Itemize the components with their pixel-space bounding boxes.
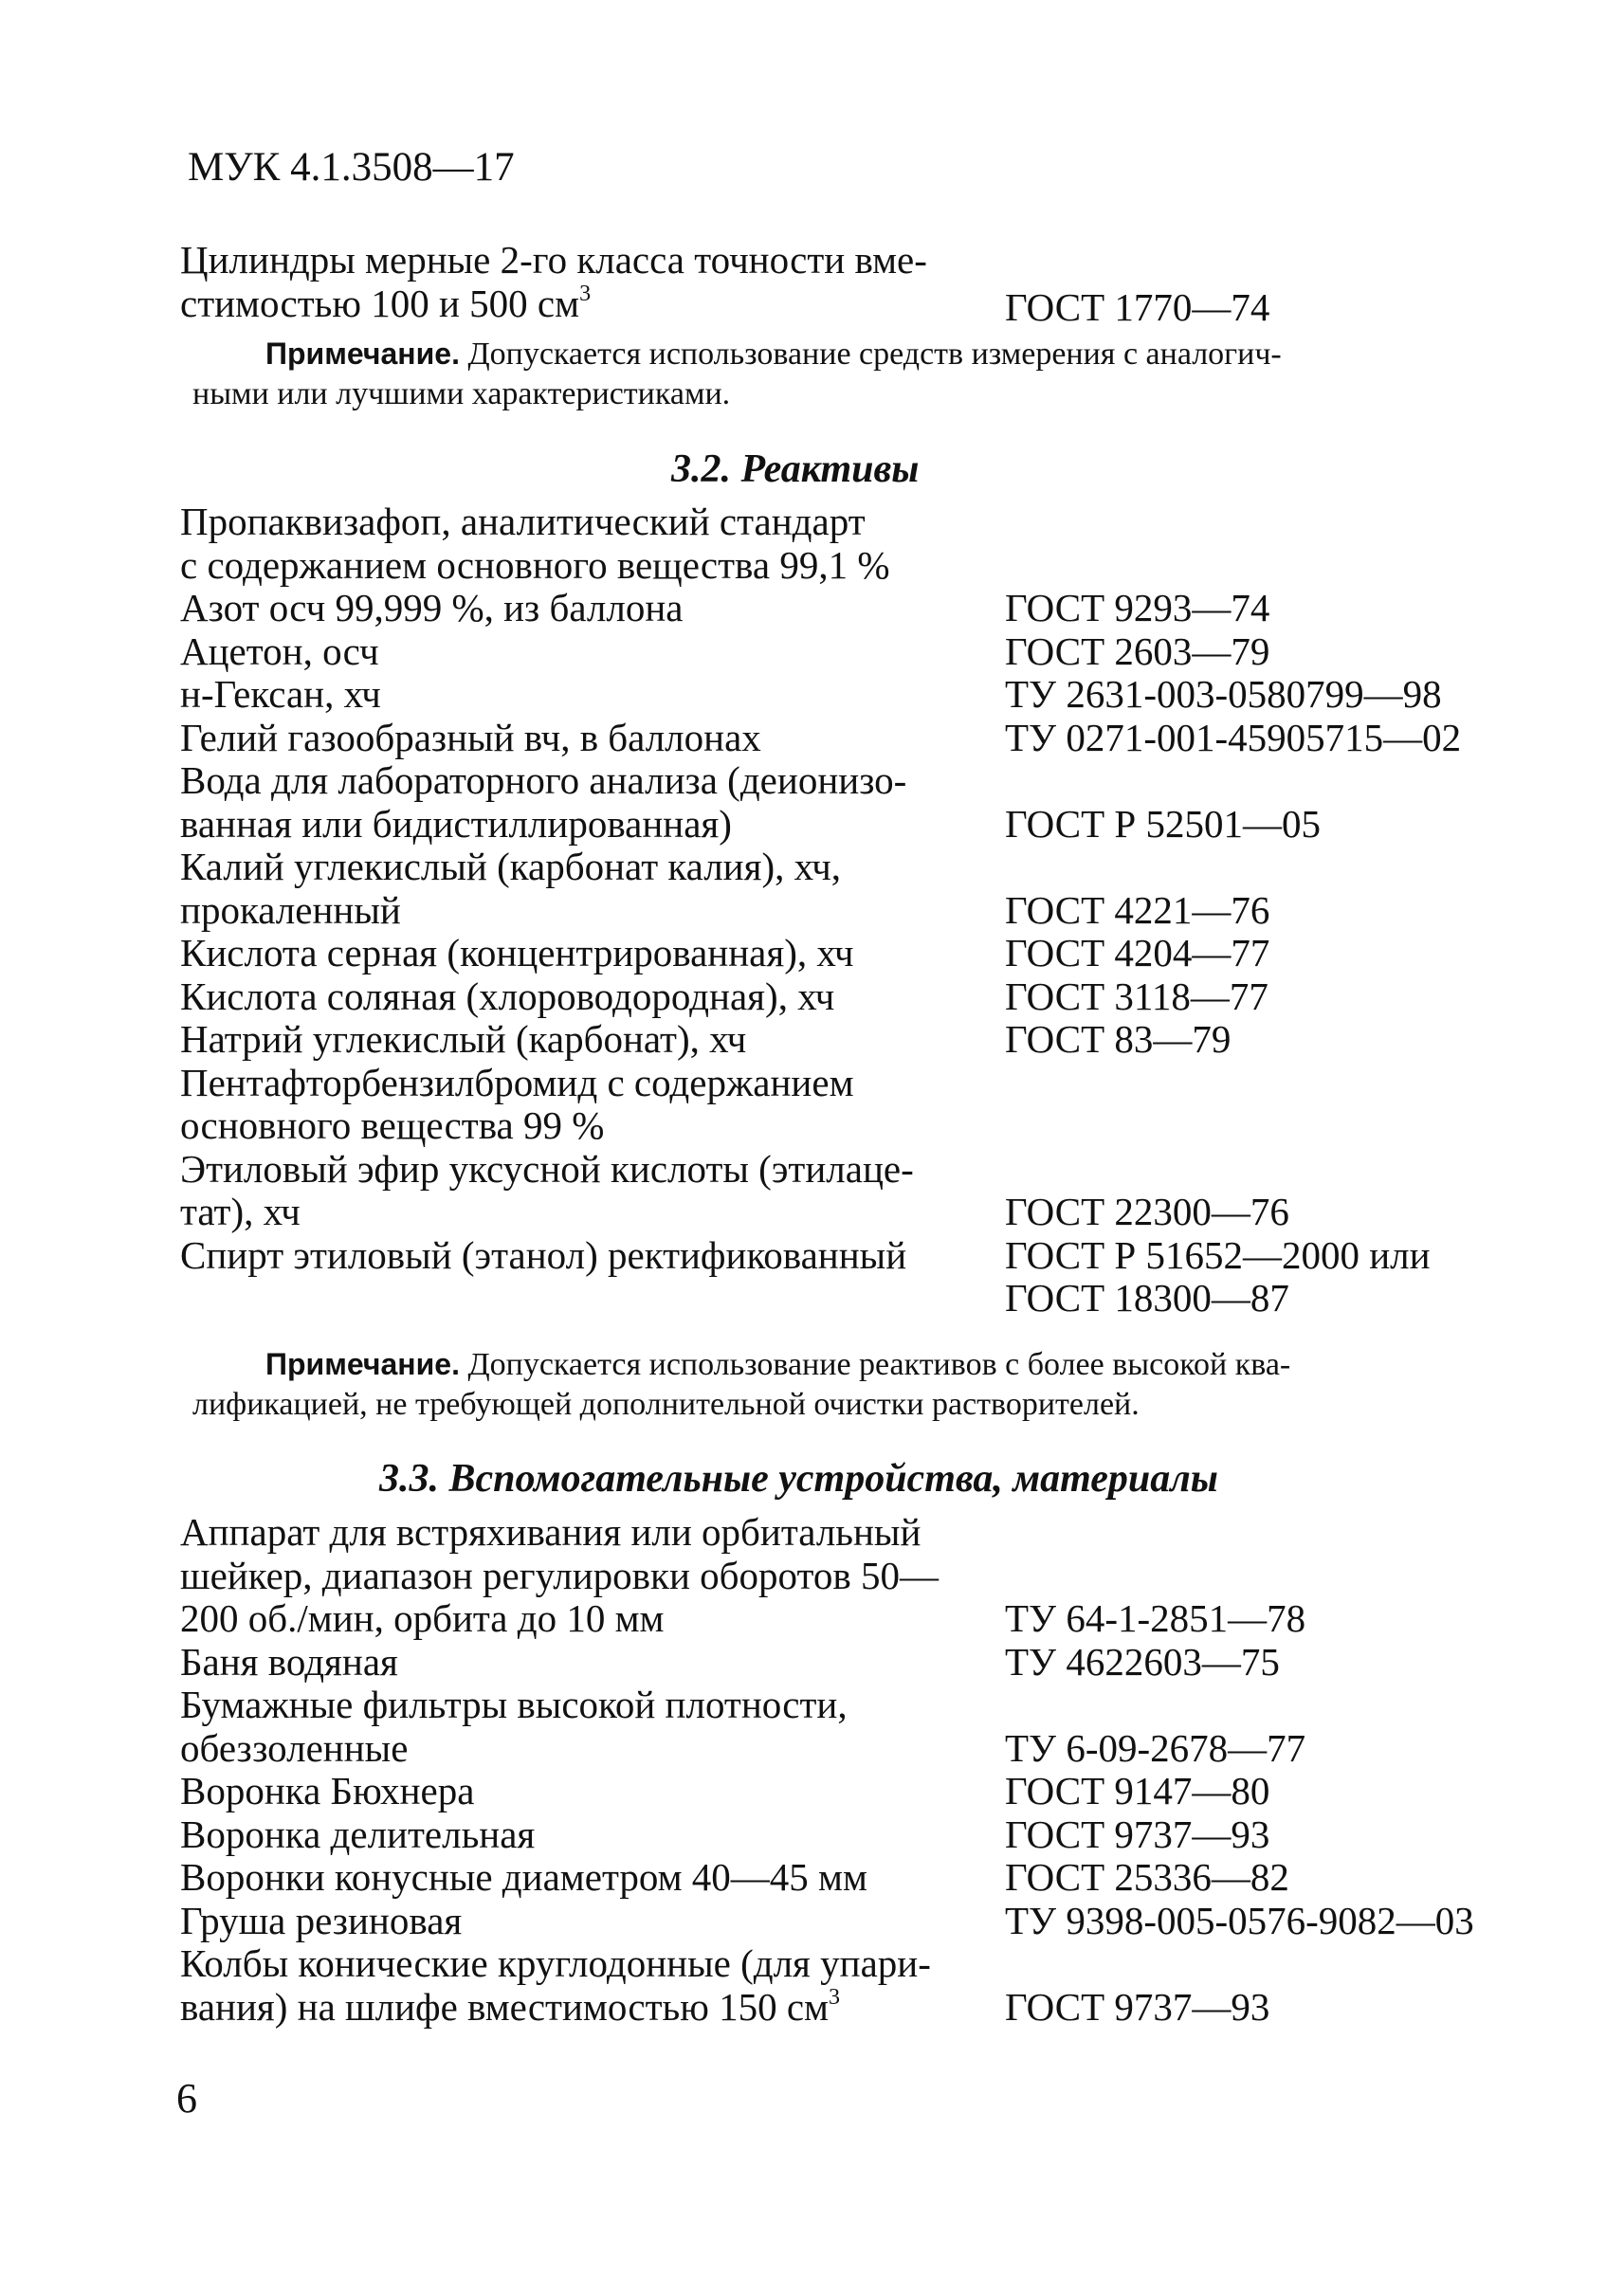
reagents-list (180, 501, 1488, 1321)
section-heading-materials: 3.3. Вспомогательные устройства, материалы (379, 1457, 1218, 1501)
item-name (180, 587, 976, 630)
item-name (180, 1511, 976, 1641)
standard-reference: ГОСТ 25336—82 (1005, 1855, 1289, 1899)
item-name (180, 1018, 976, 1062)
reagent-row (180, 975, 1488, 1019)
item-line: Колбы конические круглодонные (для упари- (180, 1941, 931, 1985)
item-name (180, 501, 976, 587)
item-line: Баня водяная (180, 1639, 398, 1684)
standard-reference: ТУ 4622603—75 (1005, 1639, 1280, 1684)
item-line: 200 об./мин, орбита до 10 мм (180, 1596, 665, 1640)
note-text: Допускается использование средств измерения с аналогич- (459, 337, 1282, 372)
note-reagents (192, 1344, 1430, 1425)
reagent-row (180, 1234, 1488, 1278)
item-name (180, 630, 976, 674)
item-name (180, 1813, 976, 1857)
item-name (180, 846, 976, 932)
standard-reference: ТУ 64-1-2851—78 (1005, 1596, 1306, 1640)
item-line: стимостью 100 и 500 см (180, 281, 580, 325)
item-name (180, 1856, 976, 1900)
item-line: Вода для лабораторного анализа (деионизо- (180, 758, 907, 802)
note-measuring (192, 334, 1430, 414)
standard-reference: ГОСТ 2603—79 (1005, 628, 1270, 673)
material-row (180, 1813, 1488, 1857)
reagent-row (180, 1062, 1488, 1148)
note-text: лификацией, не требующей дополнительной очистки растворителей. (192, 1387, 1140, 1422)
item-line: шейкер, диапазон регулировки оборотов 50— (180, 1553, 939, 1597)
item-name (180, 1234, 976, 1278)
material-row (180, 1770, 1488, 1813)
item-name (180, 759, 976, 846)
item-name (180, 1770, 976, 1813)
note-label: Примечание. (265, 337, 460, 371)
materials-list (180, 1511, 1488, 2029)
item-name (180, 1900, 976, 1943)
item-line: н-Гексан, хч (180, 672, 381, 716)
material-row (180, 1511, 1488, 1641)
top-equipment-block (180, 238, 1488, 329)
item-line: тат), хч (180, 1190, 301, 1233)
page-number: 6 (176, 2075, 197, 2122)
standard-reference: ГОСТ 9737—93 (1005, 1984, 1270, 2029)
document-code: МУК 4.1.3508—17 (188, 145, 515, 190)
reagent-row (180, 587, 1488, 630)
item-line: Ацетон, осч (180, 628, 379, 673)
item-line: Бумажные фильтры высокой плотности, (180, 1683, 848, 1726)
item-line: Калий углекислый (карбонат калия), хч, (180, 845, 841, 888)
item-line: обеззоленные (180, 1725, 409, 1770)
standard-reference: ГОСТ Р 51652—2000 или (1005, 1232, 1431, 1277)
standard-reference: ТУ 2631-003-0580799—98 (1005, 672, 1442, 716)
material-row (180, 1942, 1488, 2029)
standard-reference: ТУ 0271-001-45905715—02 (1005, 715, 1462, 759)
section-heading-reagents: 3.2. Реактивы (671, 447, 920, 491)
item-line: Натрий углекислый (карбонат), хч (180, 1017, 747, 1061)
item-name (180, 717, 976, 760)
item-line: Этиловый эфир уксусной кислоты (этилаце- (180, 1146, 914, 1191)
item-name (180, 1148, 976, 1234)
standard-reference: ТУ 6-09-2678—77 (1005, 1725, 1306, 1770)
reagent-row (180, 630, 1488, 674)
item-line: Воронка делительная (180, 1812, 536, 1856)
reagent-row (180, 501, 1488, 587)
standard-reference: ГОСТ 4204—77 (1005, 931, 1270, 974)
material-row (180, 1641, 1488, 1685)
item-name (180, 932, 976, 975)
reagent-row (180, 717, 1488, 760)
item-line-with-sup (180, 282, 976, 326)
item-line: Груша резиновая (180, 1898, 463, 1942)
standard-reference: ГОСТ 9737—93 (1005, 1812, 1270, 1856)
standard-reference: ГОСТ 9147—80 (1005, 1769, 1270, 1812)
superscript: 3 (579, 281, 592, 306)
reagent-row (180, 1018, 1488, 1062)
note-text: Допускается использование реактивов с более высокой ква- (459, 1347, 1291, 1382)
reagent-row (180, 673, 1488, 717)
item-name (180, 1942, 976, 2029)
standard-reference: ГОСТ 1770—74 (1005, 284, 1270, 329)
item-line: основного вещества 99 % (180, 1103, 605, 1147)
item-line: ванная или бидистиллированная) (180, 801, 732, 846)
item-line: с содержанием основного вещества 99,1 % (180, 542, 890, 587)
item-line: Азот осч 99,999 %, из баллона (180, 586, 684, 629)
item-name (180, 975, 976, 1019)
reagent-row (180, 932, 1488, 975)
reagent-row (180, 846, 1488, 932)
material-row (180, 1684, 1488, 1770)
reagent-row (180, 1148, 1488, 1234)
standard-reference: ГОСТ Р 52501—05 (1005, 801, 1321, 846)
equipment-row (180, 238, 1488, 329)
item-line: Пропаквизафоп, аналитический стандарт (180, 500, 866, 543)
reagent-row (180, 1277, 1488, 1321)
item-name (180, 1641, 976, 1685)
item-line: Кислота серная (концентрированная), хч (180, 931, 854, 974)
reagent-row (180, 759, 1488, 846)
standard-reference: ГОСТ 18300—87 (1005, 1276, 1289, 1320)
item-name (180, 1062, 976, 1148)
item-line: Воронки конусные диаметром 40—45 мм (180, 1855, 867, 1899)
item-line: Цилиндры мерные 2-го класса точности вме- (180, 238, 927, 282)
material-row (180, 1900, 1488, 1943)
standard-reference: ГОСТ 4221—76 (1005, 887, 1270, 932)
item-line: Аппарат для встряхивания или орбитальный (180, 1510, 921, 1554)
standard-reference: ГОСТ 9293—74 (1005, 586, 1270, 629)
item-name (180, 239, 976, 325)
item-line (180, 1277, 976, 1321)
note-text: ными или лучшими характеристиками. (192, 376, 731, 411)
standard-reference: ГОСТ 83—79 (1005, 1017, 1232, 1061)
item-line: Пентафторбензилбромид с содержанием (180, 1060, 854, 1104)
item-name (180, 673, 976, 717)
item-line: Гелий газообразный вч, в баллонах (180, 715, 761, 759)
item-line: Кислота соляная (хлороводородная), хч (180, 974, 835, 1018)
item-line-with-sup (180, 1986, 976, 2030)
standard-reference: ТУ 9398-005-0576-9082—03 (1005, 1898, 1474, 1942)
superscript: 3 (828, 1984, 840, 2010)
standard-reference: ГОСТ 3118—77 (1005, 974, 1268, 1018)
material-row (180, 1856, 1488, 1900)
standard-reference: ГОСТ 22300—76 (1005, 1190, 1289, 1233)
item-line: Воронка Бюхнера (180, 1769, 475, 1812)
item-name (180, 1277, 976, 1321)
item-line: Спирт этиловый (этанол) ректификованный (180, 1232, 907, 1277)
item-name (180, 1684, 976, 1770)
note-label: Примечание. (265, 1347, 460, 1381)
item-line: вания) на шлифе вместимостью 150 см (180, 1984, 829, 2029)
item-line: прокаленный (180, 887, 401, 932)
